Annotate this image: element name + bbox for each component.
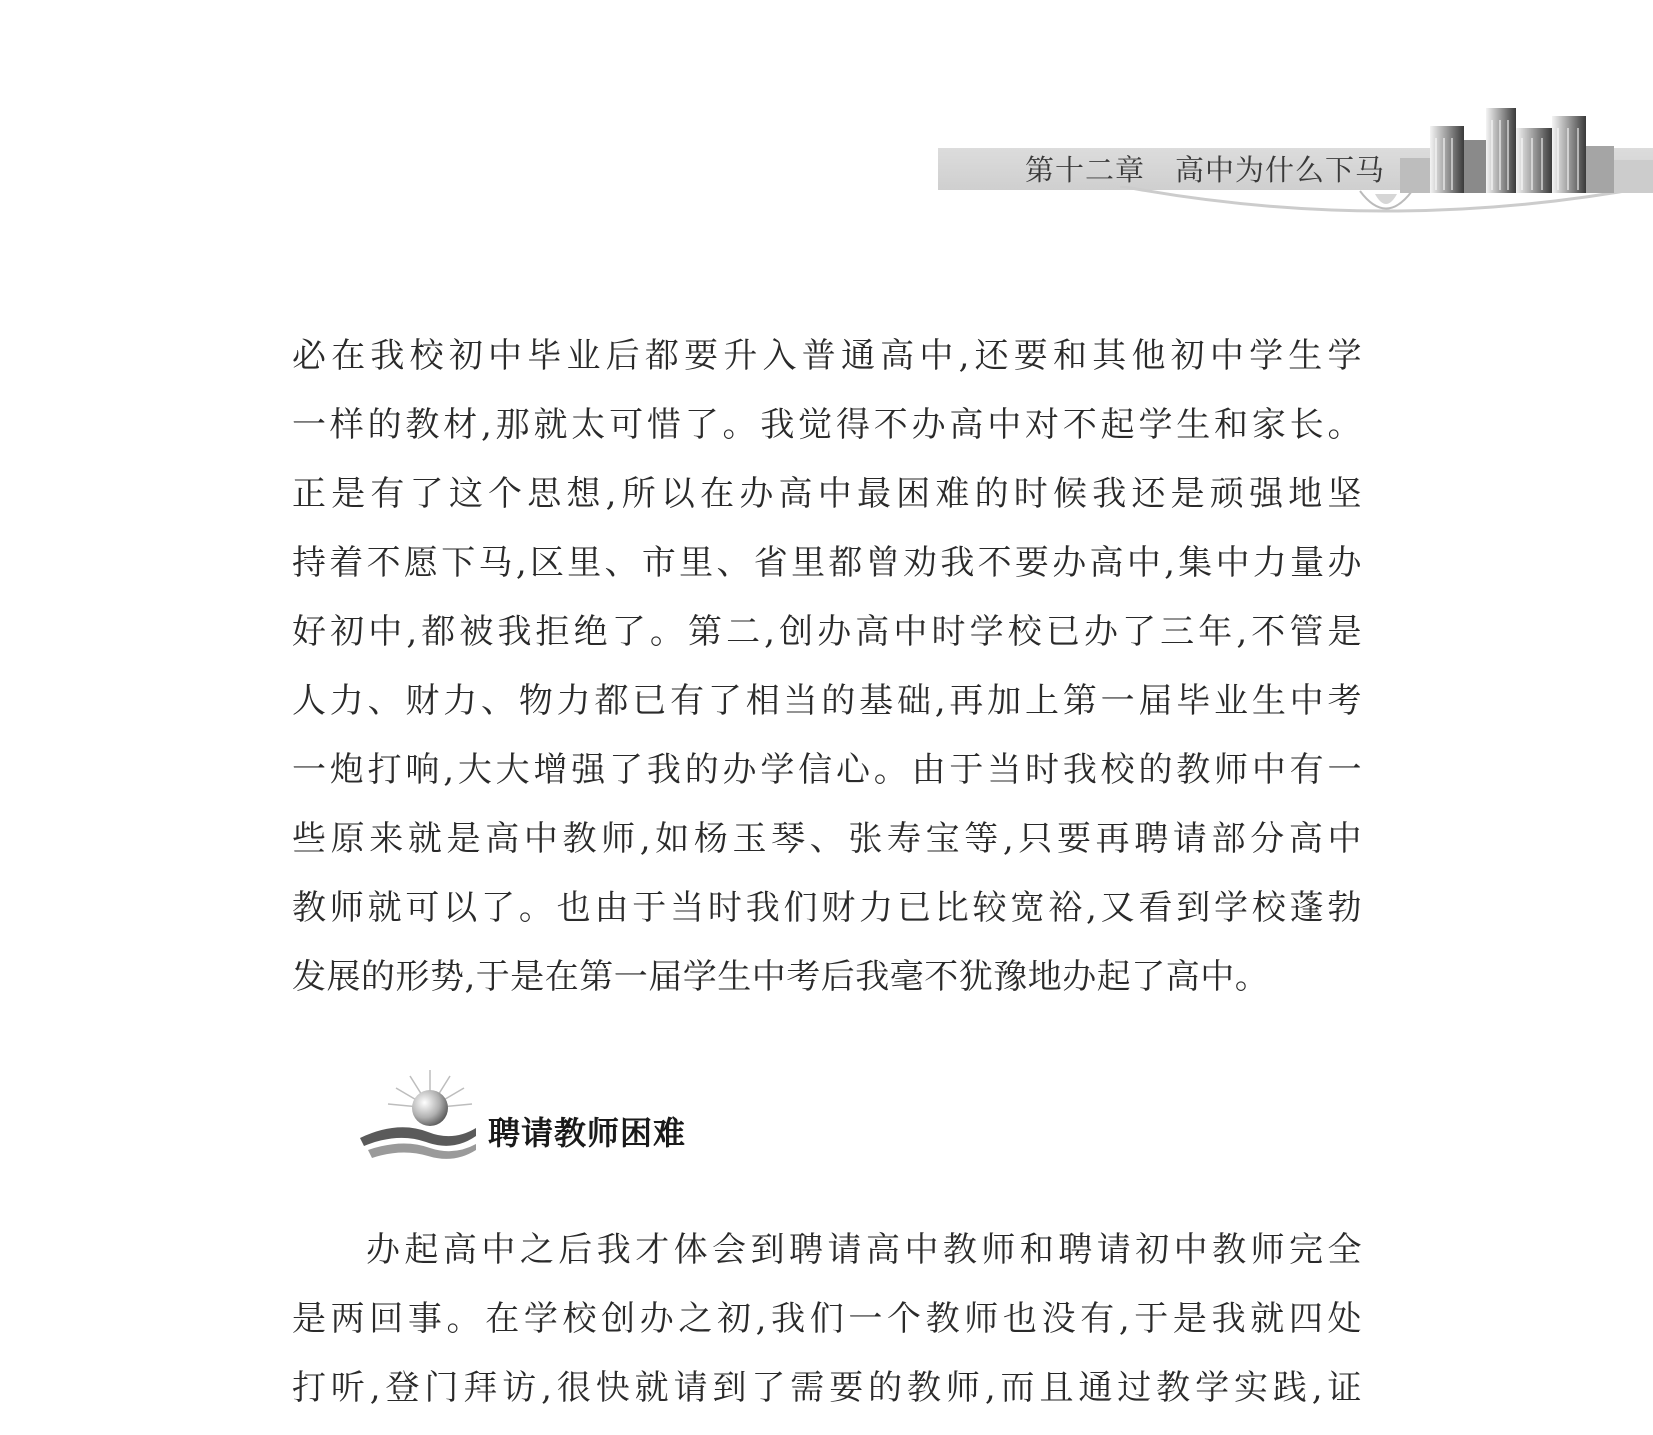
text-line: 人力、财力、物力都已有了相当的基础,再加上第一届毕业生中考	[292, 681, 1362, 721]
text-line: 教师就可以了。也由于当时我们财力已比较宽裕,又看到学校蓬勃	[292, 888, 1362, 928]
text-line: 些原来就是高中教师,如杨玉琴、张寿宝等,只要再聘请部分高中	[292, 819, 1362, 859]
skyline-icon	[1400, 98, 1653, 198]
paragraph-continued	[292, 322, 1362, 1012]
sunrise-wave-icon	[358, 1068, 478, 1168]
text-line: 好初中,都被我拒绝了。第二,创办高中时学校已办了三年,不管是	[292, 612, 1362, 652]
paragraph	[292, 1216, 1362, 1423]
text-line: 一样的教材,那就太可惜了。我觉得不办高中对不起学生和家长。	[292, 405, 1362, 445]
text-line: 发展的形势,于是在第一届学生中考后我毫不犹豫地办起了高中。	[292, 957, 1270, 997]
text-line: 必在我校初中毕业后都要升入普通高中,还要和其他初中学生学	[292, 336, 1362, 376]
text-line: 持着不愿下马,区里、市里、省里都曾劝我不要办高中,集中力量办	[292, 543, 1362, 583]
text-line: 办起高中之后我才体会到聘请高中教师和聘请初中教师完全	[366, 1230, 1362, 1270]
text-line: 正是有了这个思想,所以在办高中最困难的时候我还是顽强地坚	[292, 474, 1362, 514]
chapter-running-title: 第十二章 高中为什么下马	[1025, 153, 1386, 187]
text-line: 打听,登门拜访,很快就请到了需要的教师,而且通过教学实践,证	[292, 1368, 1362, 1408]
section-heading	[358, 1068, 858, 1168]
section-title: 聘请教师困难	[488, 1114, 687, 1152]
text-line: 一炮打响,大大增强了我的办学信心。由于当时我校的教师中有一	[292, 750, 1362, 790]
text-line: 是两回事。在学校创办之初,我们一个教师也没有,于是我就四处	[292, 1299, 1362, 1339]
